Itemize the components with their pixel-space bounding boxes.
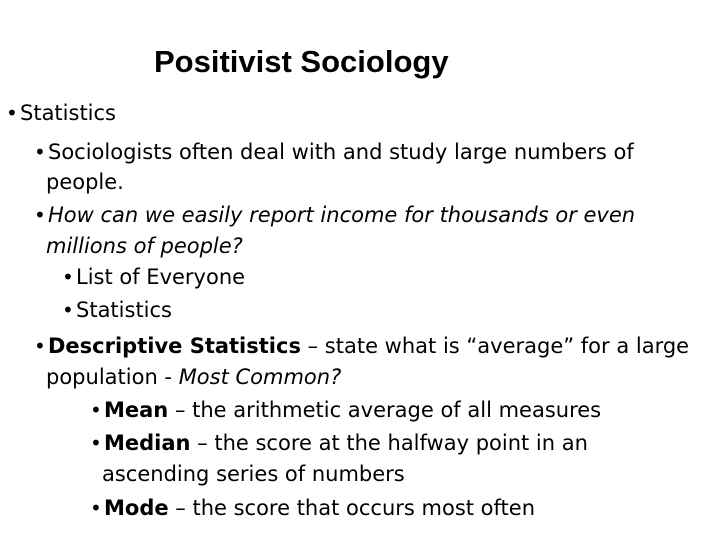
bold-term: Descriptive Statistics: [48, 334, 301, 358]
bullet-text: [104, 492, 535, 524]
definition: – state what is “average” for a large: [300, 334, 690, 358]
bullet-text: Statistics: [20, 101, 116, 125]
bullet-text: ascending series of numbers: [102, 462, 405, 486]
bullet-text: [48, 330, 689, 362]
bullet-text: [46, 361, 341, 393]
bullet-text: [104, 394, 601, 426]
bullet-icon: •: [90, 431, 102, 455]
bold-term: Mean: [104, 398, 169, 422]
bold-term: Median: [104, 431, 191, 455]
bullet-text: people.: [46, 170, 124, 194]
bullet-icon: •: [90, 398, 102, 422]
bullet-text: Sociologists often deal with and study large numbers of: [48, 140, 634, 164]
bullet-text: millions of people?: [46, 234, 243, 258]
definition: – the score at the halfway point in an: [190, 431, 588, 455]
bullet-text: [104, 427, 588, 459]
text-segment: population -: [46, 365, 179, 389]
bullet-icon: •: [62, 298, 74, 322]
bullet-icon: •: [34, 203, 46, 227]
bullet-text: Statistics: [76, 298, 172, 322]
bullet-icon: •: [34, 334, 46, 358]
bold-term: Mode: [104, 496, 169, 520]
definition: – the arithmetic average of all measures: [168, 398, 602, 422]
bullet-icon: •: [34, 140, 46, 164]
bullet-icon: •: [62, 265, 74, 289]
bullet-text: List of Everyone: [76, 265, 246, 289]
italic-segment: Most Common?: [178, 365, 342, 389]
bullet-icon: •: [90, 496, 102, 520]
bullet-icon: •: [6, 101, 18, 125]
bullet-text: How can we easily report income for thousands or even: [48, 203, 636, 227]
slide-title: Positivist Sociology: [154, 44, 449, 79]
definition: – the score that occurs most often: [168, 496, 536, 520]
